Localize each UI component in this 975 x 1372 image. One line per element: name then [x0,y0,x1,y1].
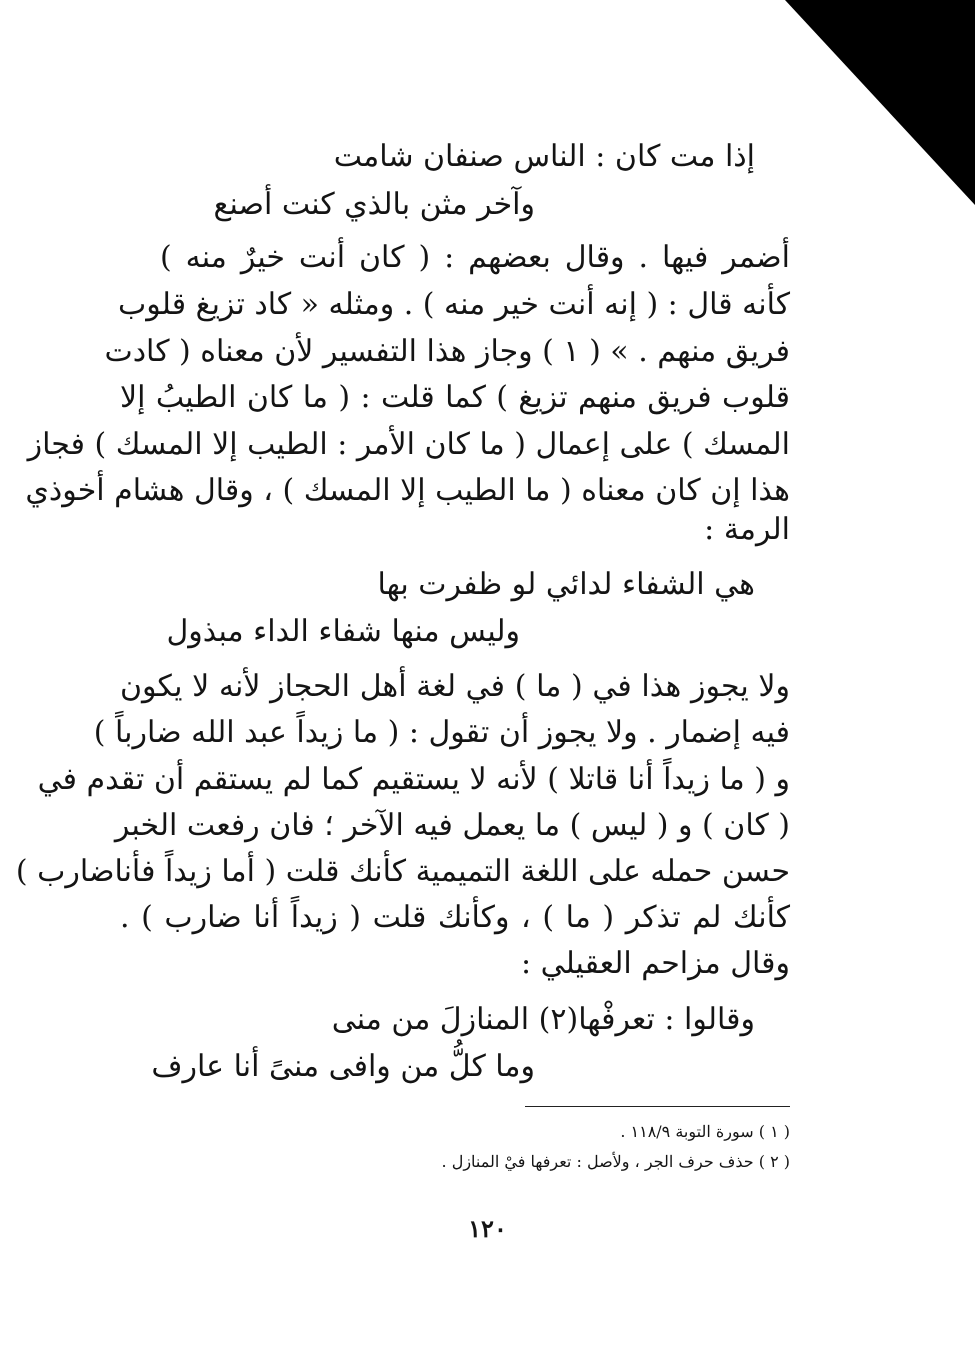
verse-2-hemistich-1: هي الشفاء لدائي لو ظفرت بها [377,567,755,602]
footnote-2: ( ٢ ) حذف حرف الجر ، ولأصل : تعرفها فيْ المنازل . [441,1152,790,1171]
paragraph-line: كأنك لم تذكر ( ما ) ، وكأنك قلت ( زيداً أنا ضارب ) . [120,900,790,935]
paragraph-line: ولا يجوز هذا في ( ما ) في لغة أهل الحجاز لأنه لا يكون [120,669,790,704]
verse-3-hemistich-2: وما كلُّ من وافى منىً أنا عارف [151,1049,535,1084]
paragraph-line: أضمر فيها . وقال بعضهم : ( كان أنت خيرٌ منه ) [160,240,790,275]
footnote-1: ( ١ ) سورة التوبة ١١٨/٩ . [620,1122,790,1141]
paragraph-line: وقال مزاحم العقيلي : [520,946,790,981]
verse-2-hemistich-2: وليس منها شفاء الداء مبذول [166,614,520,649]
footnote-separator [525,1106,790,1107]
paragraph-line: ( كان ) و ( ليس ) ما يعمل فيه الآخر ؛ فان رفعت الخبر [114,808,790,843]
paragraph-line: حسن حمله على اللغة التميمية كأنك قلت ( أما زيداً فأناضارب ) [15,854,790,889]
paragraph-line: هذا إن كان معناه ( ما الطيب إلا المسك ) ، وقال هشام أخوذي [25,473,790,508]
paragraph-line: المسك ) على إعمال ( ما كان الأمر : الطيب إلا المسك ) فجاز [27,427,790,462]
paragraph-line: و ( ما زيداً أنا قاتلا ) لأنه لا يستقيم كما لم يستقم أن تقدم في [37,762,790,797]
paragraph-line: قلوب فريق منهم تزيغ ) كما قلت : ( ما كان الطيبُ إلا [120,380,790,415]
verse-1-hemistich-1: إذا مت كان : الناس صنفان شامت [333,139,755,174]
paragraph-line: فيه إضمار . ولا يجوز أن تقول : ( ما زيداً عبد الله ضارباً ) [93,715,790,750]
paragraph-line: كأنه قال : ( إنه أنت خير منه ) . ومثله « كاد تزيغ قلوب [118,287,790,322]
verse-1-hemistich-2: وآخر مثن بالذي كنت أصنع [213,187,535,222]
paragraph-line: الرمة : [704,512,790,547]
paragraph-line: فريق منهم . » ( ١ ) وجاز هذا التفسير لأن معناه ( كادت [104,334,790,369]
verse-3-hemistich-1: وقالوا : تعرفْها(٢) المنازلَ من منى [331,1002,755,1037]
scan-corner-mark [785,0,975,205]
page-number: ١٢٠ [468,1214,507,1243]
